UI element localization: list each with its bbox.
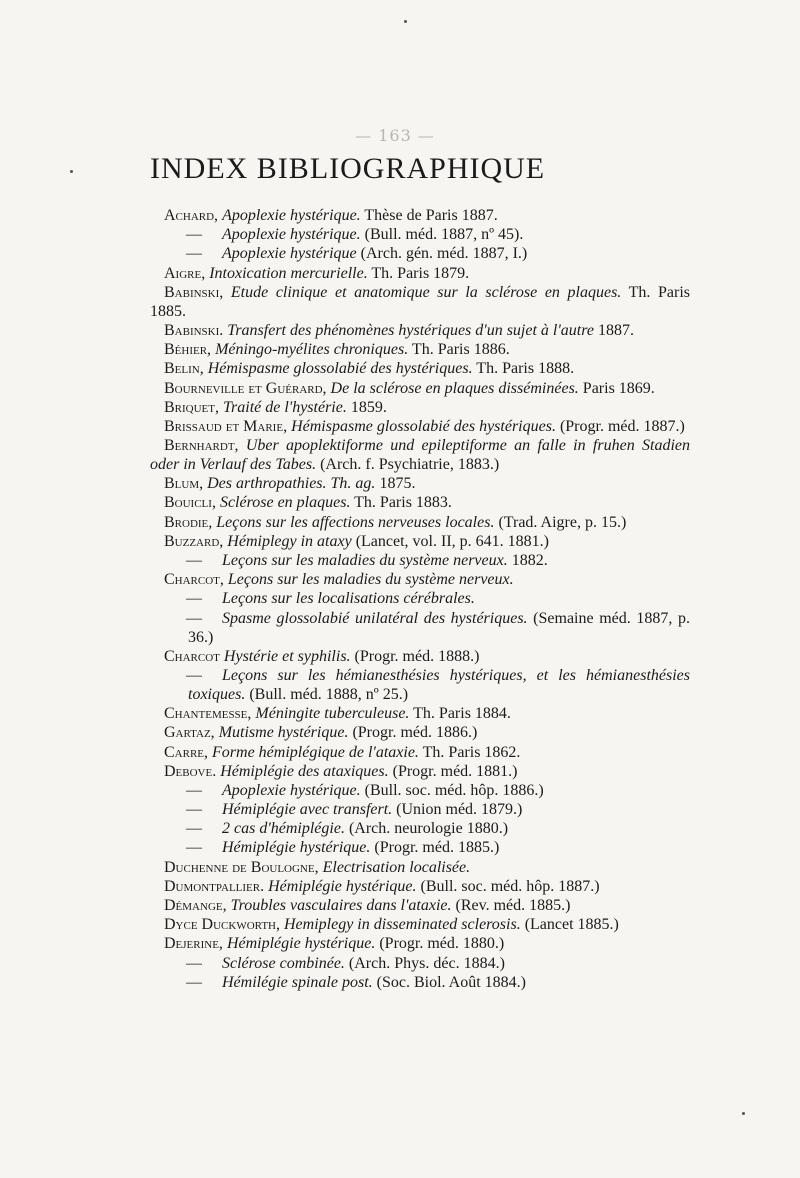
entry-author: Charcot — [164, 647, 220, 665]
entry-work-title: Méningite tuberculeuse. — [255, 705, 410, 723]
bibliography-entry — [150, 417, 690, 436]
entry-work-title: Apoplexie hystérique. — [222, 781, 361, 799]
entry-work-title: Traité de l'hystérie. — [223, 398, 347, 416]
entry-work-title: Hémiplégie avec transfert. — [222, 801, 393, 819]
entry-citation: (Arch. neurologie 1880.) — [344, 820, 509, 838]
bibliography-entry — [150, 321, 690, 340]
bibliography-entry — [150, 762, 690, 781]
bibliography-entry — [150, 609, 690, 647]
entry-citation: Th. Paris 1883. — [350, 494, 452, 512]
entry-work-title: Troubles vasculaires dans l'ataxie. — [230, 897, 452, 914]
entry-author: Gartaz, — [164, 724, 215, 742]
entry-work-title: Etude clinique et anatomique sur la sclérose en plaques. — [230, 283, 622, 301]
entry-work-title: 2 cas d'hémiplégie. — [222, 820, 345, 838]
entry-author: Brissaud et Marie, — [164, 417, 288, 435]
entry-citation: Paris 1869. — [578, 379, 655, 397]
entry-work-title: Hémiplégie hystérique. — [222, 839, 371, 857]
entry-citation: (Semaine méd. 1887, p. 36.) — [188, 609, 690, 646]
bibliography-entry — [150, 474, 690, 493]
entry-citation: Th. Paris 1885. — [150, 283, 691, 320]
bibliography-entry — [150, 244, 690, 263]
bibliography-entry — [150, 206, 690, 225]
bibliography-entry — [150, 858, 690, 877]
entry-work-title: Apoplexie hystérique. — [222, 207, 361, 224]
bibliography-entry — [150, 800, 690, 819]
entry-work-title: Leçons sur les maladies du système nerveux. — [222, 552, 508, 569]
entry-work-title: Uber apoplektiforme und epileptiforme an falle in fruhen Stadien oder in Verlauf des Tabes. — [150, 437, 691, 474]
entry-citation: Thèse de Paris 1887. — [360, 207, 498, 224]
entry-work-title: Hémiplegy in ataxy — [227, 532, 352, 550]
ditto-dash: — — [186, 245, 202, 263]
entry-work-title: Hémispasme glossolabié des hystériques. — [207, 360, 473, 378]
entry-work-title: Leçons sur les affections nerveuses locales. — [216, 513, 495, 531]
bibliography-entry — [150, 264, 690, 283]
entry-work-title: Sclérose en plaques. — [219, 494, 351, 512]
bibliography-entry — [150, 819, 690, 838]
bibliography-entry — [150, 781, 690, 800]
entry-citation: (Arch. Phys. déc. 1884.) — [344, 954, 505, 972]
bibliography-entry — [150, 570, 690, 589]
paper-speck — [70, 170, 73, 173]
entry-citation: (Lancet, vol. II, p. 641. 1881.) — [351, 532, 549, 550]
bibliography-entry — [150, 225, 690, 244]
bibliography-entry — [150, 340, 690, 359]
entry-work-title: Hémiplégie des ataxiques. — [220, 762, 389, 780]
bibliography-entry — [150, 379, 690, 398]
entry-work-title: Leçons sur les localisations cérébrales. — [222, 590, 475, 608]
entry-citation: (Union méd. 1879.) — [392, 801, 523, 819]
entry-author: Bernhardt, — [164, 437, 239, 455]
bibliography-entry — [150, 283, 690, 321]
entry-work-title: Leçons sur les maladies du système nerveux. — [227, 571, 514, 589]
entry-work-title: Sclérose combinée. — [222, 954, 345, 972]
entry-author: Briquet, — [164, 398, 219, 416]
entry-citation: Th. Paris 1884. — [409, 705, 511, 723]
entry-work-title: Hémiplégie hystérique. — [226, 935, 376, 953]
entry-work-title: Hémiplégie hystérique. — [268, 877, 417, 895]
entry-work-title: Des arthropathies. Th. ag. — [207, 475, 376, 493]
ditto-dash: — — [186, 954, 202, 972]
bibliography-entry — [150, 493, 690, 512]
bibliography-entry — [150, 436, 690, 474]
entry-author: Dumontpallier. — [164, 877, 265, 895]
ditto-dash: — — [186, 839, 202, 857]
entry-author: Babinski, — [164, 283, 224, 301]
entry-citation: 1859. — [346, 398, 387, 416]
ditto-dash: — — [186, 609, 202, 627]
entry-author: Bourneville et Guérard, — [164, 379, 327, 397]
entry-citation: 1882. — [507, 552, 548, 569]
entry-citation: Th. Paris 1886. — [408, 341, 510, 359]
entry-author: Bouicli, — [164, 494, 216, 512]
entry-citation: 1887. — [593, 321, 634, 339]
page-title: INDEX BIBLIOGRAPHIQUE — [150, 152, 546, 185]
bibliography-entry — [150, 934, 690, 953]
ditto-dash: — — [186, 801, 202, 819]
bibliography-entry — [150, 551, 690, 570]
ditto-dash: — — [186, 781, 202, 799]
entry-work-title: Méningo-myélites chroniques. — [215, 341, 409, 359]
paper-speck — [742, 1112, 745, 1115]
entry-work-title: Hemiplegy in disseminated sclerosis. — [284, 916, 521, 934]
entry-author: Babinski. — [164, 321, 224, 339]
paper-speck — [404, 20, 407, 23]
entry-citation: (Soc. Biol. Août 1884.) — [372, 973, 526, 991]
entry-author: Aigre, — [164, 264, 206, 282]
entry-author: Démange, — [164, 897, 227, 914]
ditto-dash: — — [186, 552, 202, 569]
bibliography-entry — [150, 666, 690, 704]
ditto-dash: — — [186, 820, 202, 838]
entry-citation: Th. Paris 1888. — [472, 360, 575, 378]
entry-work-title: Intoxication mercurielle. — [209, 264, 368, 282]
entry-citation: (Arch. gén. méd. 1887, I.) — [356, 245, 528, 263]
entry-citation: (Bull. méd. 1888, nº 25.) — [245, 685, 409, 703]
bibliography-entry — [150, 723, 690, 742]
entry-citation: (Lancet 1885.) — [520, 916, 619, 934]
entry-citation: (Progr. méd. 1887.) — [555, 417, 685, 435]
ditto-dash: — — [186, 226, 202, 244]
entry-citation: (Progr. méd. 1880.) — [375, 935, 505, 953]
entry-work-title: Forme hémiplégique de l'ataxie. — [212, 743, 419, 761]
bibliography-entry — [150, 954, 690, 973]
page-number: — 163 — — [355, 126, 435, 145]
bibliography-entry — [150, 398, 690, 417]
entry-author: Béhier, — [164, 341, 212, 359]
entry-citation: (Progr. méd. 1885.) — [370, 839, 500, 857]
entry-work-title: Apoplexie hystérique. — [222, 226, 361, 244]
bibliography-entry — [150, 973, 690, 992]
bibliography-entry — [150, 513, 690, 532]
bibliography-entry — [150, 704, 690, 723]
entry-author: Chantemesse, — [164, 705, 252, 723]
bibliography-entry — [150, 896, 690, 915]
entry-work-title: Hémispasme glossolabié des hystériques. — [291, 417, 556, 435]
entry-work-title: Leçons sur les hémianesthésies hystériques, et les hémianesthésies toxiques. — [188, 666, 690, 703]
entry-author: Buzzard, — [164, 532, 224, 550]
entry-work-title: Mutisme hystérique. — [218, 724, 349, 742]
entry-work-title: Electrisation localisée. — [322, 858, 471, 876]
bibliography-entry — [150, 877, 690, 896]
bibliography-entry — [150, 743, 690, 762]
entry-citation: (Trad. Aigre, p. 15.) — [494, 513, 627, 531]
entry-author: Debove. — [164, 762, 217, 780]
entry-author: Achard, — [164, 207, 219, 224]
ditto-dash: — — [186, 666, 202, 684]
entry-author: Brodie, — [164, 513, 213, 531]
entry-work-title: Spasme glossolabié unilatéral des hystériques. — [222, 609, 528, 627]
bibliography-entry — [150, 647, 690, 666]
bibliography-entry — [150, 589, 690, 608]
bibliography-entry — [150, 838, 690, 857]
entry-citation: (Progr. méd. 1881.) — [388, 762, 518, 780]
bibliography-entry — [150, 359, 690, 378]
entry-author: Dyce Duckworth, — [164, 916, 280, 934]
ditto-dash: — — [186, 973, 202, 991]
entry-work-title: Hémilégie spinale post. — [222, 973, 373, 991]
entry-author: Belin, — [164, 360, 204, 378]
ditto-dash: — — [186, 590, 202, 608]
entry-citation: (Arch. f. Psychiatrie, 1883.) — [316, 456, 500, 474]
entry-citation: (Bull. soc. méd. hôp. 1887.) — [416, 877, 600, 895]
bibliography-entry — [150, 532, 690, 551]
bibliography-list — [150, 206, 690, 992]
bibliography-entry — [150, 915, 690, 934]
entry-citation: (Bull. soc. méd. hôp. 1886.) — [360, 781, 544, 799]
entry-author: Carre, — [164, 743, 209, 761]
entry-citation: (Progr. méd. 1888.) — [350, 647, 480, 665]
entry-work-title: Transfert des phénomènes hystériques d'un sujet à l'autre — [227, 321, 594, 339]
entry-citation: Th. Paris 1862. — [418, 743, 521, 761]
entry-author: Blum, — [164, 475, 204, 493]
entry-work-title: Hystérie et syphilis. — [223, 647, 351, 665]
entry-citation: (Progr. méd. 1886.) — [348, 724, 478, 742]
entry-author: Charcot, — [164, 571, 224, 589]
entry-citation: Th. Paris 1879. — [367, 264, 470, 282]
entry-citation: (Rev. méd. 1885.) — [451, 897, 571, 914]
entry-work-title: Apoplexie hystérique — [222, 245, 357, 263]
entry-citation: (Bull. méd. 1887, nº 45). — [360, 226, 524, 244]
entry-citation: 1875. — [375, 475, 416, 493]
entry-author: Duchenne de Boulogne, — [164, 858, 319, 876]
entry-author: Dejerine, — [164, 935, 223, 953]
entry-work-title: De la sclérose en plaques disséminées. — [330, 379, 579, 397]
